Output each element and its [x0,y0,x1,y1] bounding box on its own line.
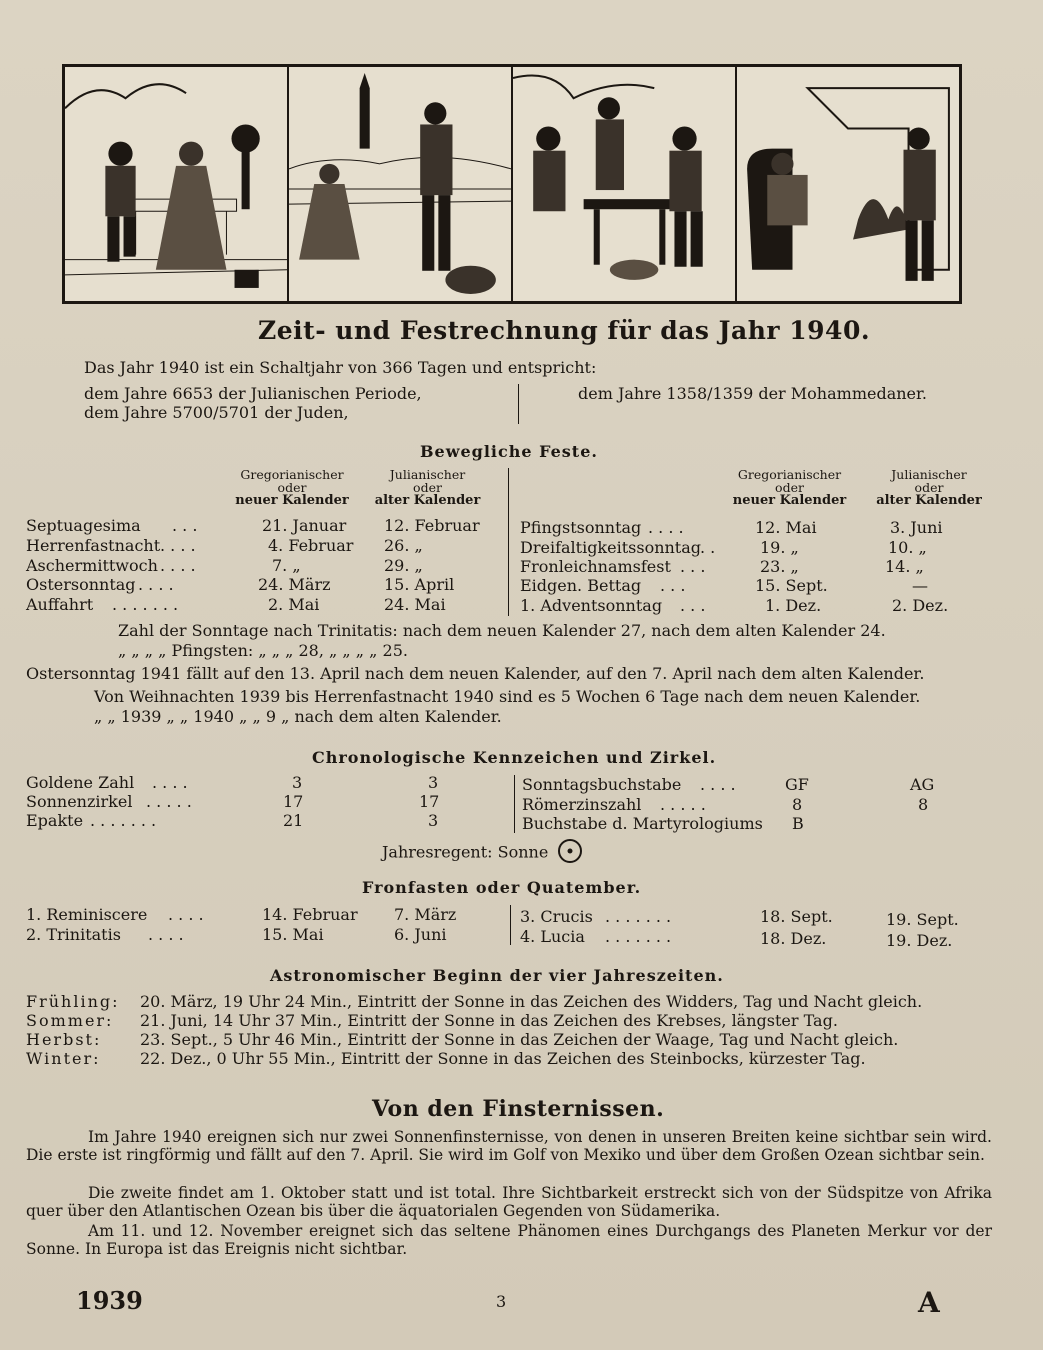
feast-name: Ostersonntag [26,575,136,594]
feast-jul: 14. „ [885,557,924,576]
chrono-val-b: 8 [918,795,929,814]
seasons-woodcut-banner [62,64,962,304]
feast-jul: 2. Dez. [892,596,949,615]
feast-jul: 15. April [384,575,455,594]
page-title: Zeit- und Festrechnung für das Jahr 1940. [258,316,871,345]
feast-dots: . . . [680,596,706,615]
feast-name: Fronleichnamsfest [520,557,671,576]
signature-mark: A [918,1286,940,1319]
chrono-name: Epakte [26,811,84,830]
fronfasten-date-a: 15. Mai [262,925,324,944]
year-regent [382,838,583,868]
feast-dots: . . . . [160,536,196,555]
autumn-scene [513,67,737,301]
chrono-val-a: 8 [792,795,803,814]
neu-label: neuer Kalender [732,493,847,508]
fronfasten-date-b: 7. März [394,905,457,924]
intro-divider [518,384,519,424]
seasons-heading: Astronomischer Beginn der vier Jahreszeiten. [270,966,724,985]
jul-label: Julianischer [389,467,466,482]
fronfasten-name: 4. Lucia [520,927,585,946]
intro-julian: dem Jahre 6653 der Julianischen Periode, [84,384,422,403]
chrono-name: Sonnenzirkel [26,792,133,811]
feast-dots: . . . . [648,518,684,537]
chrono-val-a: GF [785,775,809,794]
intro-muslim: dem Jahre 1358/1359 der Mohammedaner. [578,384,927,403]
christmas-old-line: „ „ 1939 „ „ 1940 „ „ 9 „ nach dem alten Kalender. [94,707,502,726]
oder-label: oder [914,480,944,495]
winter-scene [737,67,959,301]
chrono-dots: . . . . [152,773,188,792]
feast-greg: 21. Januar [262,516,347,535]
chrono-val-a: 3 [292,773,303,792]
summer-scene [289,67,513,301]
alt-label: alter Kalender [876,493,982,508]
jul-label: Julianischer [891,467,967,482]
season-text: 22. Dez., 0 Uhr 55 Min., Eintritt der Sonne in das Zeichen des Steinbocks, kürzester Tag. [140,1049,866,1068]
eclipses-heading: Von den Finsternissen. [372,1096,665,1122]
feast-dots: . . . . [160,556,196,575]
chrono-val-a: B [792,814,804,833]
movable-heading: Bewegliche Feste. [420,442,598,461]
feast-greg: 7. „ [272,556,301,575]
feast-jul: 24. Mai [384,595,446,614]
chrono-val-a: 17 [283,792,304,811]
feast-jul: — [912,576,928,595]
chrono-name: Buchstabe d. Martyrologiums [522,814,763,833]
chrono-dots: . . . . [700,775,736,794]
fronfasten-name: 3. Crucis [520,907,593,926]
feast-greg: 1. Dez. [765,596,822,615]
feast-dots: . . [700,538,716,557]
fronfasten-dots: . . . . [168,905,204,924]
fronfasten-date-b: 19. Dez. [886,931,953,950]
feast-name: 1. Adventsonntag [520,596,663,615]
feast-name: Pfingstsonntag [520,518,642,537]
christmas-line: Von Weihnachten 1939 bis Herrenfastnacht 1940 sind es 5 Wochen 6 Tage nach dem neuen Kalender. [94,687,921,706]
feast-name: Dreifaltigkeitssonntag [520,538,702,557]
feast-name: Aschermittwoch [26,556,158,575]
fronfasten-date-b: 6. Juni [394,925,447,944]
season-label: Frühling: [26,992,120,1011]
alt-label: alter Kalender [374,493,481,508]
feast-greg: 12. Mai [755,518,817,537]
season-text: 21. Juni, 14 Uhr 37 Min., Eintritt der Sonne in das Zeichen des Krebses, längster Tag. [140,1011,838,1030]
chrono-val-a: 21 [283,811,304,830]
season-label: Winter: [26,1049,101,1068]
feast-name: Auffahrt [26,595,94,614]
footer-year: 1939 [76,1286,143,1315]
pfingsten-line: „ „ „ „ Pfingsten: „ „ „ 28, „ „ „ „ 25. [118,641,408,660]
chrono-name: Sonntagsbuchstabe [522,775,682,794]
feast-jul: 26. „ [384,536,423,555]
feast-dots: . . . [680,557,706,576]
feast-dots: . . . [172,516,198,535]
feast-jul: 12. Februar [384,516,480,535]
greg-label: Gregorianischer [737,467,842,482]
fronfasten-heading: Fronfasten oder Quatember. [362,878,642,897]
chrono-val-b: 3 [428,811,439,830]
oder-label: oder [775,480,804,495]
chrono-val-b: 17 [419,792,440,811]
feast-name: Eidgen. Bettag [520,576,642,595]
greg-label: Gregorianischer [240,467,344,482]
chrono-divider [514,775,515,833]
movable-greg-head-right [727,468,852,507]
sun-symbol-icon [557,838,583,868]
chrono-val-b: 3 [428,773,439,792]
season-text: 23. Sept., 5 Uhr 46 Min., Eintritt der Sonne in das Zeichen der Waage, Tag und Nacht gleich. [140,1030,899,1049]
fronfasten-divider [510,905,511,945]
chrono-name: Goldene Zahl [26,773,135,792]
year-regent-text: Jahresregent: Sonne [382,842,549,862]
movable-jul-head-right [865,468,993,507]
feast-jul: 3. Juni [890,518,943,537]
fronfasten-date-a: 18. Dez. [760,929,827,948]
feast-name: Herrenfastnacht [26,536,161,555]
chrono-dots: . . . . . [660,795,706,814]
movable-divider [508,468,509,616]
eclipse-paragraph-2: Die zweite findet am 1. Oktober statt und ist total. Ihre Sichtbarkeit erstreckt sich von der Südspitze von Afrika quer über den Atlantischen Ozean bis über die äquatorialen Gegenden von Südamerika. [26,1184,992,1220]
fronfasten-date-b: 19. Sept. [886,910,959,929]
intro-jewish: dem Jahre 5700/5701 der Juden, [84,403,349,422]
feast-greg: 19. „ [760,538,799,557]
feast-dots: . . . . [138,575,174,594]
season-text: 20. März, 19 Uhr 24 Min., Eintritt der Sonne in das Zeichen des Widders, Tag und Nacht gleich. [140,992,923,1011]
feast-jul: 10. „ [888,538,927,557]
feast-dots: . . . [660,576,686,595]
fronfasten-dots: . . . . [148,925,184,944]
feast-greg: 2. Mai [268,595,320,614]
fronfasten-name: 2. Trinitatis [26,925,121,944]
intro-line: Das Jahr 1940 ist ein Schaltjahr von 366 Tagen und entspricht: [84,358,597,377]
chrono-dots: . . . . . [146,792,192,811]
chrono-val-b: AG [910,775,935,794]
feast-greg: 15. Sept. [755,576,828,595]
feast-jul: 29. „ [384,556,423,575]
season-label: Herbst: [26,1030,102,1049]
chrono-dots: . . . . . . . [90,811,157,830]
feast-greg: 23. „ [760,557,799,576]
chrono-name: Römerzinszahl [522,795,642,814]
movable-jul-head-left [365,468,490,507]
fronfasten-dots: . . . . . . . [605,907,672,926]
neu-label: neuer Kalender [235,493,349,508]
fronfasten-date-a: 18. Sept. [760,907,833,926]
fronfasten-date-a: 14. Februar [262,905,358,924]
feast-dots: . . . . . . . [112,595,179,614]
oder-label: oder [413,480,442,495]
movable-greg-head-left [232,468,352,507]
easter-1941-line: Ostersonntag 1941 fällt auf den 13. April nach dem neuen Kalender, auf den 7. April nach dem alten Kalender. [26,664,925,683]
page-number: 3 [496,1292,507,1311]
eclipse-paragraph-1: Im Jahre 1940 ereignen sich nur zwei Sonnenfinsternisse, von denen in unseren Breiten keine sichtbar sein wird. Die erste ist ringförmig und fällt auf den 7. April. Sie wird im Golf von Mexiko und über dem Großen Ozean sichtbar sein. [26,1128,992,1164]
trinitatis-line: Zahl der Sonntage nach Trinitatis: nach dem neuen Kalender 27, nach dem alten Kalender 24. [118,621,886,640]
spring-scene [65,67,289,301]
feast-name: Septuagesima [26,516,141,535]
chrono-heading: Chronologische Kennzeichen und Zirkel. [312,748,717,767]
season-label: Sommer: [26,1011,114,1030]
fronfasten-name: 1. Reminiscere [26,905,148,924]
oder-label: oder [277,480,307,495]
feast-greg: 24. März [258,575,331,594]
feast-greg: 4. Februar [268,536,354,555]
fronfasten-dots: . . . . . . . [605,927,672,946]
eclipse-paragraph-3: Am 11. und 12. November ereignet sich das seltene Phänomen eines Durchgangs des Planeten Merkur vor der Sonne. In Europa ist das Ereignis nicht sichtbar. [26,1222,992,1258]
